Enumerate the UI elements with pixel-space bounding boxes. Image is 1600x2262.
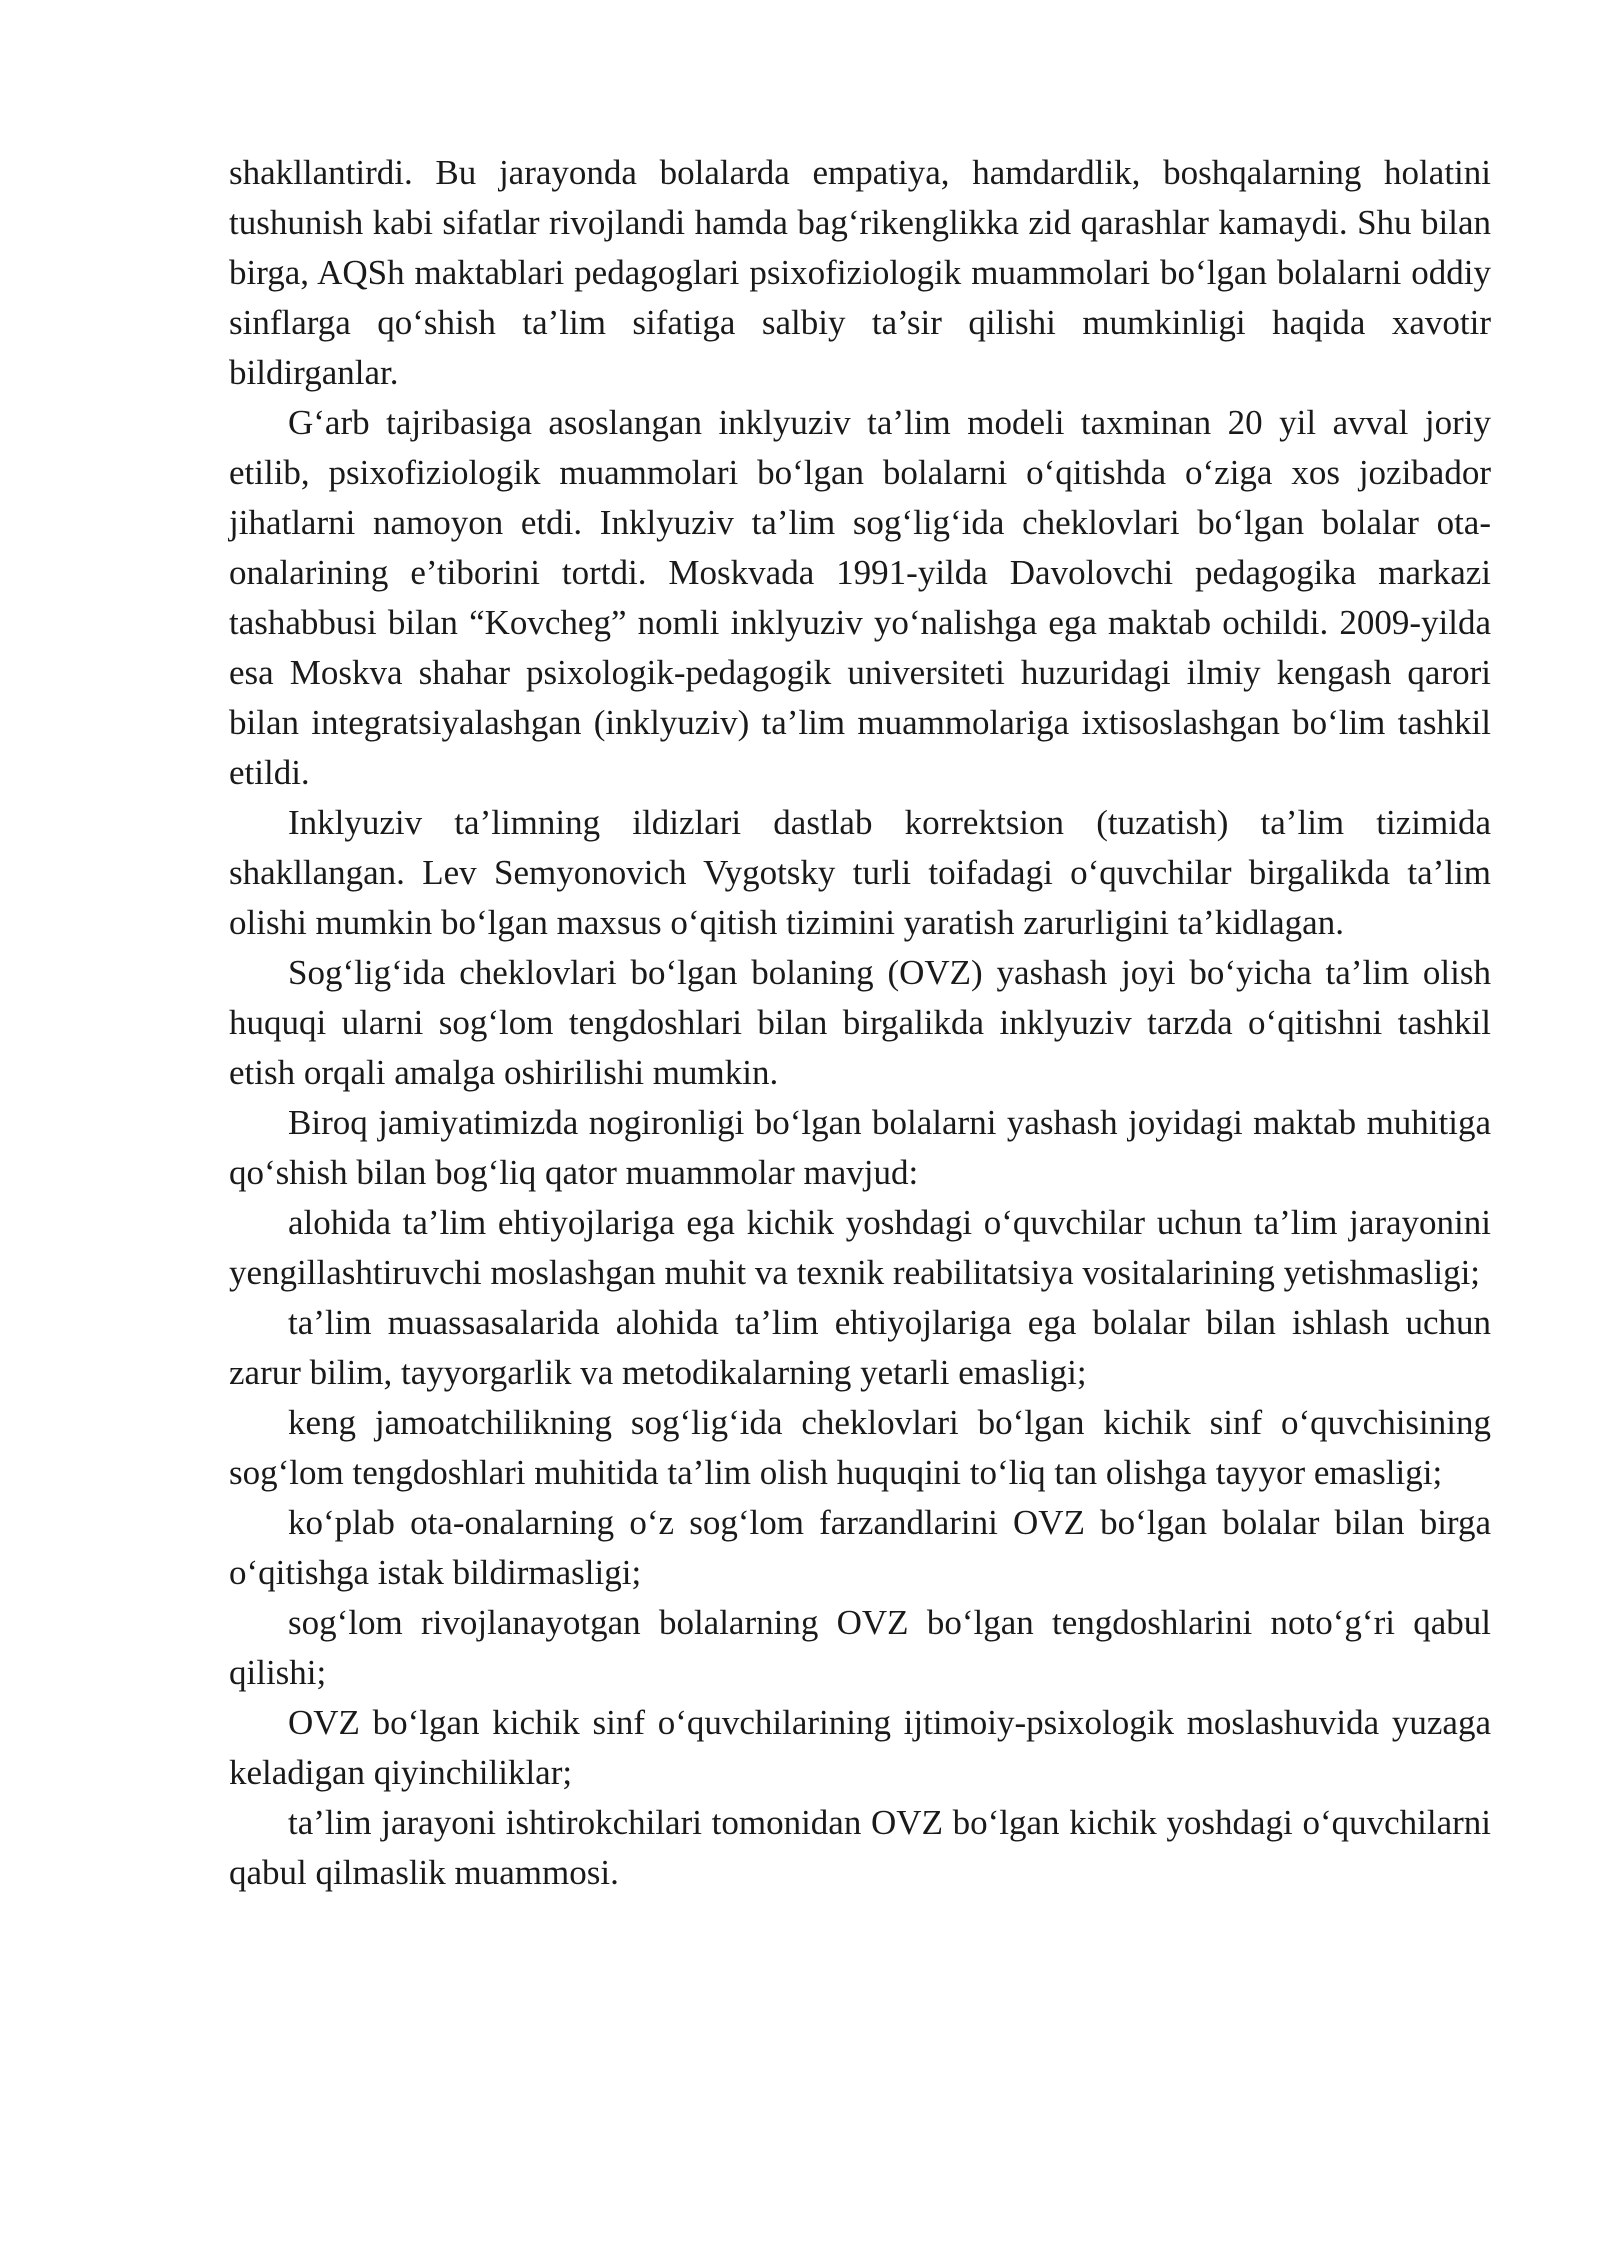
- list-item-teacher-knowledge: ta’lim muassasalarida alohida ta’lim ehtiyojlariga ega bolalar bilan ishlash uchun zarur bilim, tayyorgarlik va metodikalarning yetarli emasligi;: [229, 1303, 1491, 1392]
- list-item-public-readiness: keng jamoatchilikning sog‘lig‘ida cheklovlari bo‘lgan kichik sinf o‘quvchisining sog‘lom tengdoshlari muhitida ta’lim olish huquqini to‘liq tan olishga tayyor emasligi;: [229, 1403, 1491, 1492]
- list-item-parents-reluctance: ko‘plab ota-onalarning o‘z sog‘lom farzandlarini OVZ bo‘lgan bolalar bilan birga o‘qitishga istak bildirmasligi;: [229, 1503, 1491, 1592]
- paragraph-problems-intro: Biroq jamiyatimizda nogironligi bo‘lgan bolalarni yashash joyidagi maktab muhitiga qo‘shish bilan bog‘liq qator muammolar mavjud:: [229, 1103, 1491, 1192]
- paragraph-western-experience: G‘arb tajribasiga asoslangan inklyuziv ta’lim modeli taxminan 20 yil avval joriy etilib, psixofiziologik muammolari bo‘lgan bolalarni o‘qitishda o‘ziga xos jozibador jihatlarni namoyon etdi. Inklyuziv ta’lim sog‘lig‘ida cheklovlari bo‘lgan bolalar ota-onalarining e’tiborini tortdi. Moskvada 1991-yilda Davolovchi pedagogika markazi tashabbusi bilan “Kovcheg” nomli inklyuziv yo‘nalishga ega maktab ochildi. 2009-yilda esa Moskva shahar psixologik-pedagogik universiteti huzuridagi ilmiy kengash qarori bilan integratsiyalashgan (inklyuziv) ta’lim muammolariga ixtisoslashgan bo‘lim tashkil etildi.: [229, 403, 1491, 792]
- paragraph-ovz-rights: Sog‘lig‘ida cheklovlari bo‘lgan bolaning (OVZ) yashash joyi bo‘yicha ta’lim olish huquqi ularni sog‘lom tengdoshlari bilan birgalikda inklyuziv tarzda o‘qitishni tashkil etish orqali amalga oshirilishi mumkin.: [229, 953, 1491, 1092]
- list-item-adaptation-difficulties: OVZ bo‘lgan kichik sinf o‘quvchilarining ijtimoiy-psixologik moslashuvida yuzaga keladigan qiyinchiliklar;: [229, 1703, 1491, 1792]
- paragraph-inclusive-roots: Inklyuziv ta’limning ildizlari dastlab korrektsion (tuzatish) ta’lim tizimida shakllangan. Lev Semyonovich Vygotsky turli toifadagi o‘quvchilar birgalikda ta’lim olishi mumkin bo‘lgan maxsus o‘qitish tizimini yaratish zarurligini ta’kidlagan.: [229, 803, 1491, 942]
- paragraph-continuation: shakllantirdi. Bu jarayonda bolalarda empatiya, hamdardlik, boshqalarning holatini tushunish kabi sifatlar rivojlandi hamda bag‘rikenglikka zid qarashlar kamaydi. Shu bilan birga, AQSh maktablari pedagoglari psixofiziologik muammolari bo‘lgan bolalarni oddiy sinflarga qo‘shish ta’lim sifatiga salbiy ta’sir qilishi mumkinligi haqida xavotir bildirganlar.: [229, 153, 1491, 392]
- list-item-peer-perception: sog‘lom rivojlanayotgan bolalarning OVZ bo‘lgan tengdoshlarini noto‘g‘ri qabul qilishi;: [229, 1603, 1491, 1692]
- list-item-adapted-environment: alohida ta’lim ehtiyojlariga ega kichik yoshdagi o‘quvchilar uchun ta’lim jarayonini yengillashtiruvchi moslashgan muhit va texnik reabilitatsiya vositalarining yetishmasligi;: [229, 1203, 1491, 1292]
- document-page: [229, 148, 1491, 1898]
- list-item-non-acceptance: ta’lim jarayoni ishtirokchilari tomonidan OVZ bo‘lgan kichik yoshdagi o‘quvchilarni qabul qilmaslik muammosi.: [229, 1803, 1491, 1892]
